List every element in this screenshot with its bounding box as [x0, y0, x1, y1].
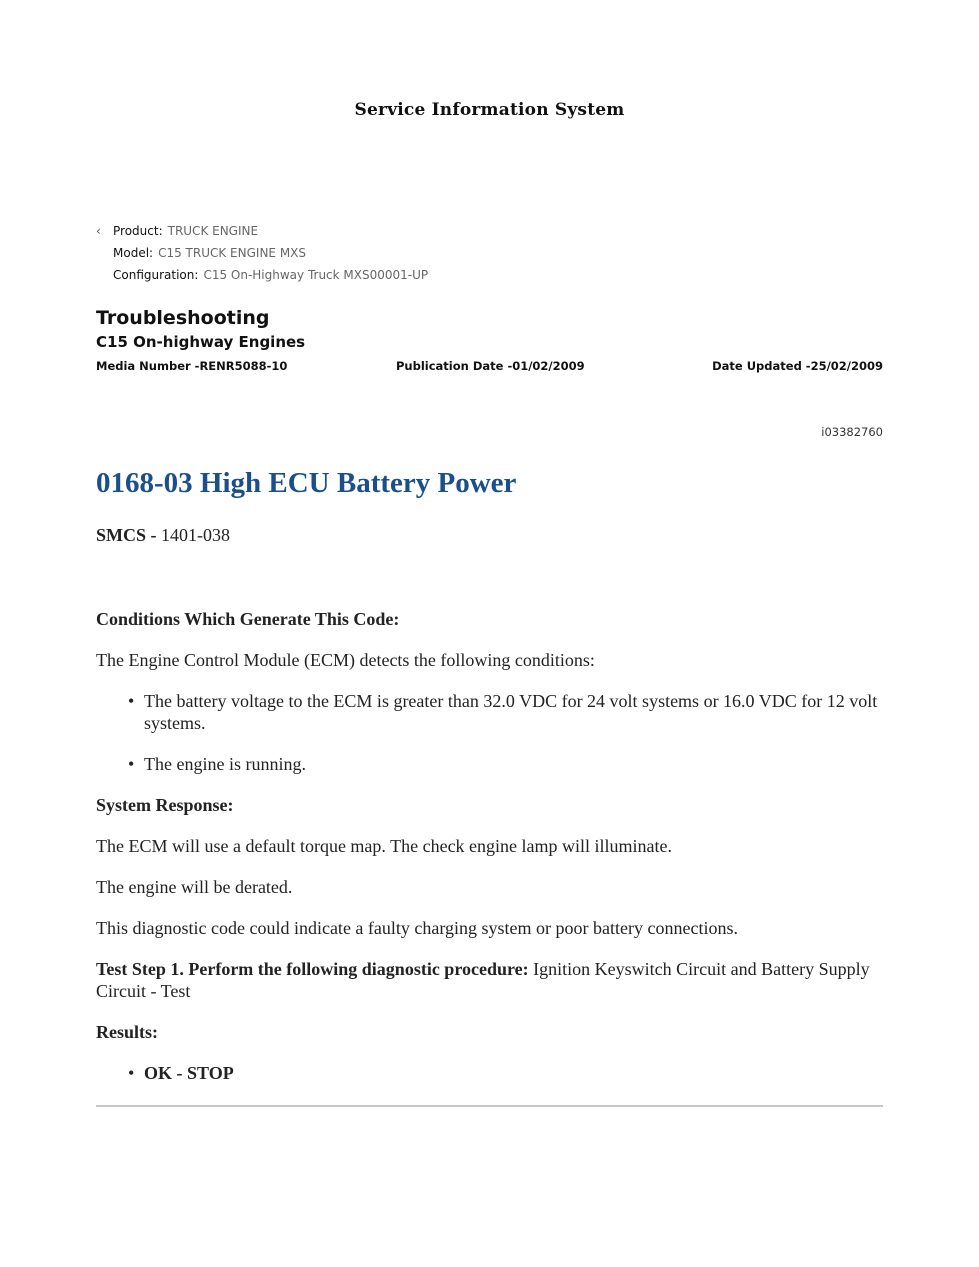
product-meta: [96, 222, 428, 288]
conditions-heading-text: Conditions Which Generate This Code:: [96, 609, 400, 629]
test-step-label: Test Step 1. Perform the following diagnostic procedure:: [96, 959, 529, 979]
response-paragraph: This diagnostic code could indicate a faulty charging system or poor battery connections.: [96, 918, 738, 938]
document-subtitle: C15 On-highway Engines: [96, 333, 306, 351]
smcs-label: SMCS -: [96, 525, 157, 545]
smcs-line: [96, 524, 883, 546]
response-heading-text: System Response:: [96, 795, 234, 815]
document-id: i03382760: [821, 425, 883, 439]
response-paragraph: The ECM will use a default torque map. The check engine lamp will illuminate.: [96, 836, 673, 856]
media-number: Media Number -RENR5088-10: [96, 359, 288, 373]
publication-date: Publication Date -01/02/2009: [396, 359, 585, 373]
response-paragraph: The engine will be derated.: [96, 877, 293, 897]
chevron-left-icon[interactable]: ‹: [96, 224, 101, 238]
model-value: C15 TRUCK ENGINE MXS: [158, 246, 307, 260]
results-heading-text: Results:: [96, 1022, 158, 1042]
list-item: [96, 1062, 883, 1084]
result-ok-stop: OK - STOP: [144, 1063, 234, 1083]
list-item: • The battery voltage to the ECM is greater than 32.0 VDC for 24 volt systems or 16.0 VDC for 12 volt systems.: [96, 690, 883, 734]
smcs-value: 1401-038: [161, 525, 231, 545]
divider: [96, 1105, 883, 1107]
results-heading: [96, 1021, 883, 1043]
article-heading: 0168-03 High ECU Battery Power: [96, 467, 517, 499]
configuration-value: C15 On-Highway Truck MXS00001-UP: [203, 268, 429, 282]
product-value: TRUCK ENGINE: [167, 224, 259, 238]
article-body: [96, 464, 883, 1103]
document-title: Troubleshooting: [96, 307, 270, 329]
configuration-label: Configuration:: [113, 268, 199, 282]
product-row: [96, 222, 428, 244]
results-list: [96, 1062, 883, 1084]
model-label: Model:: [113, 246, 154, 260]
date-updated: Date Updated -25/02/2009: [712, 359, 883, 373]
product-label: Product:: [113, 224, 163, 238]
test-step: [96, 958, 883, 1002]
response-heading: [96, 794, 883, 816]
conditions-list: [96, 690, 883, 775]
system-title: Service Information System: [354, 100, 625, 120]
list-item: • The engine is running.: [96, 753, 883, 775]
conditions-heading: [96, 608, 883, 630]
model-row: [96, 244, 428, 266]
test-step-link[interactable]: Ignition Keyswitch Circuit and Battery Supply Circuit - Test: [96, 959, 870, 1001]
conditions-intro: The Engine Control Module (ECM) detects the following conditions:: [96, 650, 595, 670]
configuration-row: [96, 266, 428, 288]
